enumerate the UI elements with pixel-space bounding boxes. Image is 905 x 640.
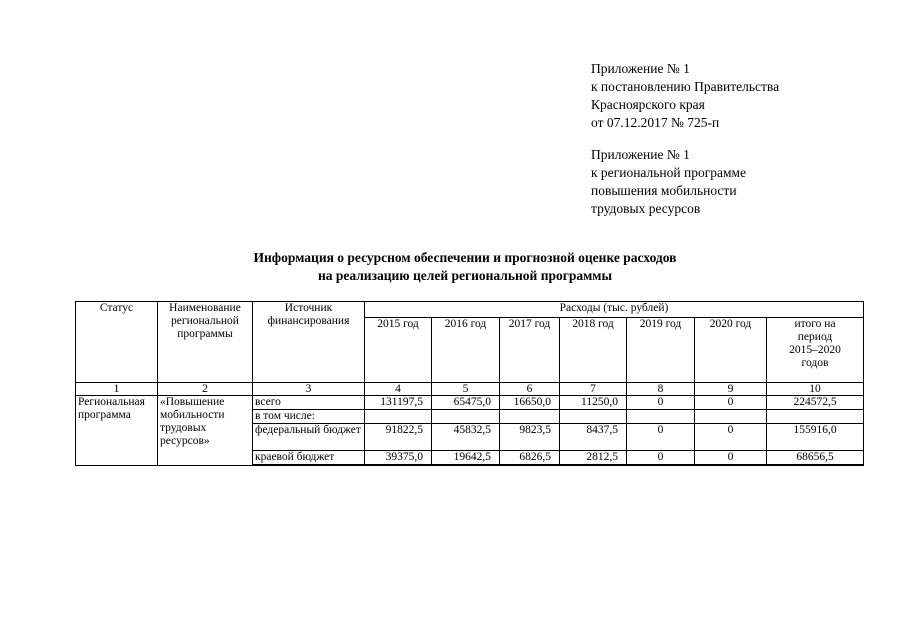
title-line: на реализацию целей региональной программы bbox=[317, 268, 613, 283]
header-year: 2015 год bbox=[365, 318, 432, 383]
column-number: 4 bbox=[365, 383, 432, 396]
header-year: 2018 год bbox=[560, 318, 627, 383]
expenses-table bbox=[75, 301, 864, 466]
source-cell: всего bbox=[253, 396, 365, 410]
total-cell: 68656,5 bbox=[767, 451, 864, 466]
appendix-header-program bbox=[591, 146, 746, 218]
value-cell: 0 bbox=[627, 424, 695, 451]
column-number: 3 bbox=[253, 383, 365, 396]
column-number: 1 bbox=[76, 383, 158, 396]
value-cell: 2812,5 bbox=[560, 451, 627, 466]
header-program-name: Наименование региональной программы bbox=[158, 302, 253, 383]
header-expenses: Расходы (тыс. рублей) bbox=[365, 302, 864, 318]
value-cell: 6826,5 bbox=[500, 451, 560, 466]
header-year: 2017 год bbox=[500, 318, 560, 383]
value-cell: 8437,5 bbox=[560, 424, 627, 451]
appendix-line: к постановлению Правительства bbox=[591, 79, 780, 94]
value-cell: 45832,5 bbox=[432, 424, 500, 451]
source-cell: краевой бюджет bbox=[253, 451, 365, 466]
value-cell: 65475,0 bbox=[432, 396, 500, 410]
header-source: Источник финансирования bbox=[253, 302, 365, 383]
value-cell: 0 bbox=[627, 396, 695, 410]
column-number: 2 bbox=[158, 383, 253, 396]
program-name-cell: «Повышение мобильности трудовых ресурсов» bbox=[158, 396, 253, 466]
value-cell: 0 bbox=[695, 424, 767, 451]
value-cell: 39375,0 bbox=[365, 451, 432, 466]
value-cell: 0 bbox=[695, 451, 767, 466]
title-line: Информация о ресурсном обеспечении и прогнозной оценке расходов bbox=[253, 250, 677, 265]
value-cell bbox=[560, 410, 627, 424]
appendix-line: Приложение № 1 bbox=[591, 61, 690, 76]
column-number: 6 bbox=[500, 383, 560, 396]
value-cell bbox=[365, 410, 432, 424]
status-cell: Региональная программа bbox=[76, 396, 158, 466]
appendix-line: трудовых ресурсов bbox=[591, 201, 701, 216]
value-cell bbox=[695, 410, 767, 424]
value-cell bbox=[500, 410, 560, 424]
source-cell: в том числе: bbox=[253, 410, 365, 424]
value-cell bbox=[432, 410, 500, 424]
column-number: 5 bbox=[432, 383, 500, 396]
table-row bbox=[76, 396, 864, 410]
value-cell: 0 bbox=[695, 396, 767, 410]
header-year: 2016 год bbox=[432, 318, 500, 383]
appendix-line: от 07.12.2017 № 725-п bbox=[591, 115, 720, 130]
value-cell: 11250,0 bbox=[560, 396, 627, 410]
value-cell: 91822,5 bbox=[365, 424, 432, 451]
total-cell bbox=[767, 410, 864, 424]
total-cell: 224572,5 bbox=[767, 396, 864, 410]
value-cell: 131197,5 bbox=[365, 396, 432, 410]
value-cell: 9823,5 bbox=[500, 424, 560, 451]
value-cell: 16650,0 bbox=[500, 396, 560, 410]
header-total: итого на период 2015–2020 годов bbox=[767, 318, 864, 383]
value-cell: 19642,5 bbox=[432, 451, 500, 466]
appendix-line: Приложение № 1 bbox=[591, 147, 690, 162]
column-number: 8 bbox=[627, 383, 695, 396]
value-cell: 0 bbox=[627, 451, 695, 466]
document-title bbox=[150, 249, 780, 285]
total-cell: 155916,0 bbox=[767, 424, 864, 451]
value-cell bbox=[627, 410, 695, 424]
header-status: Статус bbox=[76, 302, 158, 383]
column-number: 10 bbox=[767, 383, 864, 396]
appendix-line: к региональной программе bbox=[591, 165, 747, 180]
appendix-header-decree bbox=[591, 60, 779, 132]
column-number-row bbox=[76, 383, 864, 396]
header-year: 2019 год bbox=[627, 318, 695, 383]
appendix-line: Красноярского края bbox=[591, 97, 705, 112]
appendix-line: повышения мобильности bbox=[591, 183, 737, 198]
header-year: 2020 год bbox=[695, 318, 767, 383]
column-number: 9 bbox=[695, 383, 767, 396]
source-cell: федеральный бюджет bbox=[253, 424, 365, 451]
column-number: 7 bbox=[560, 383, 627, 396]
